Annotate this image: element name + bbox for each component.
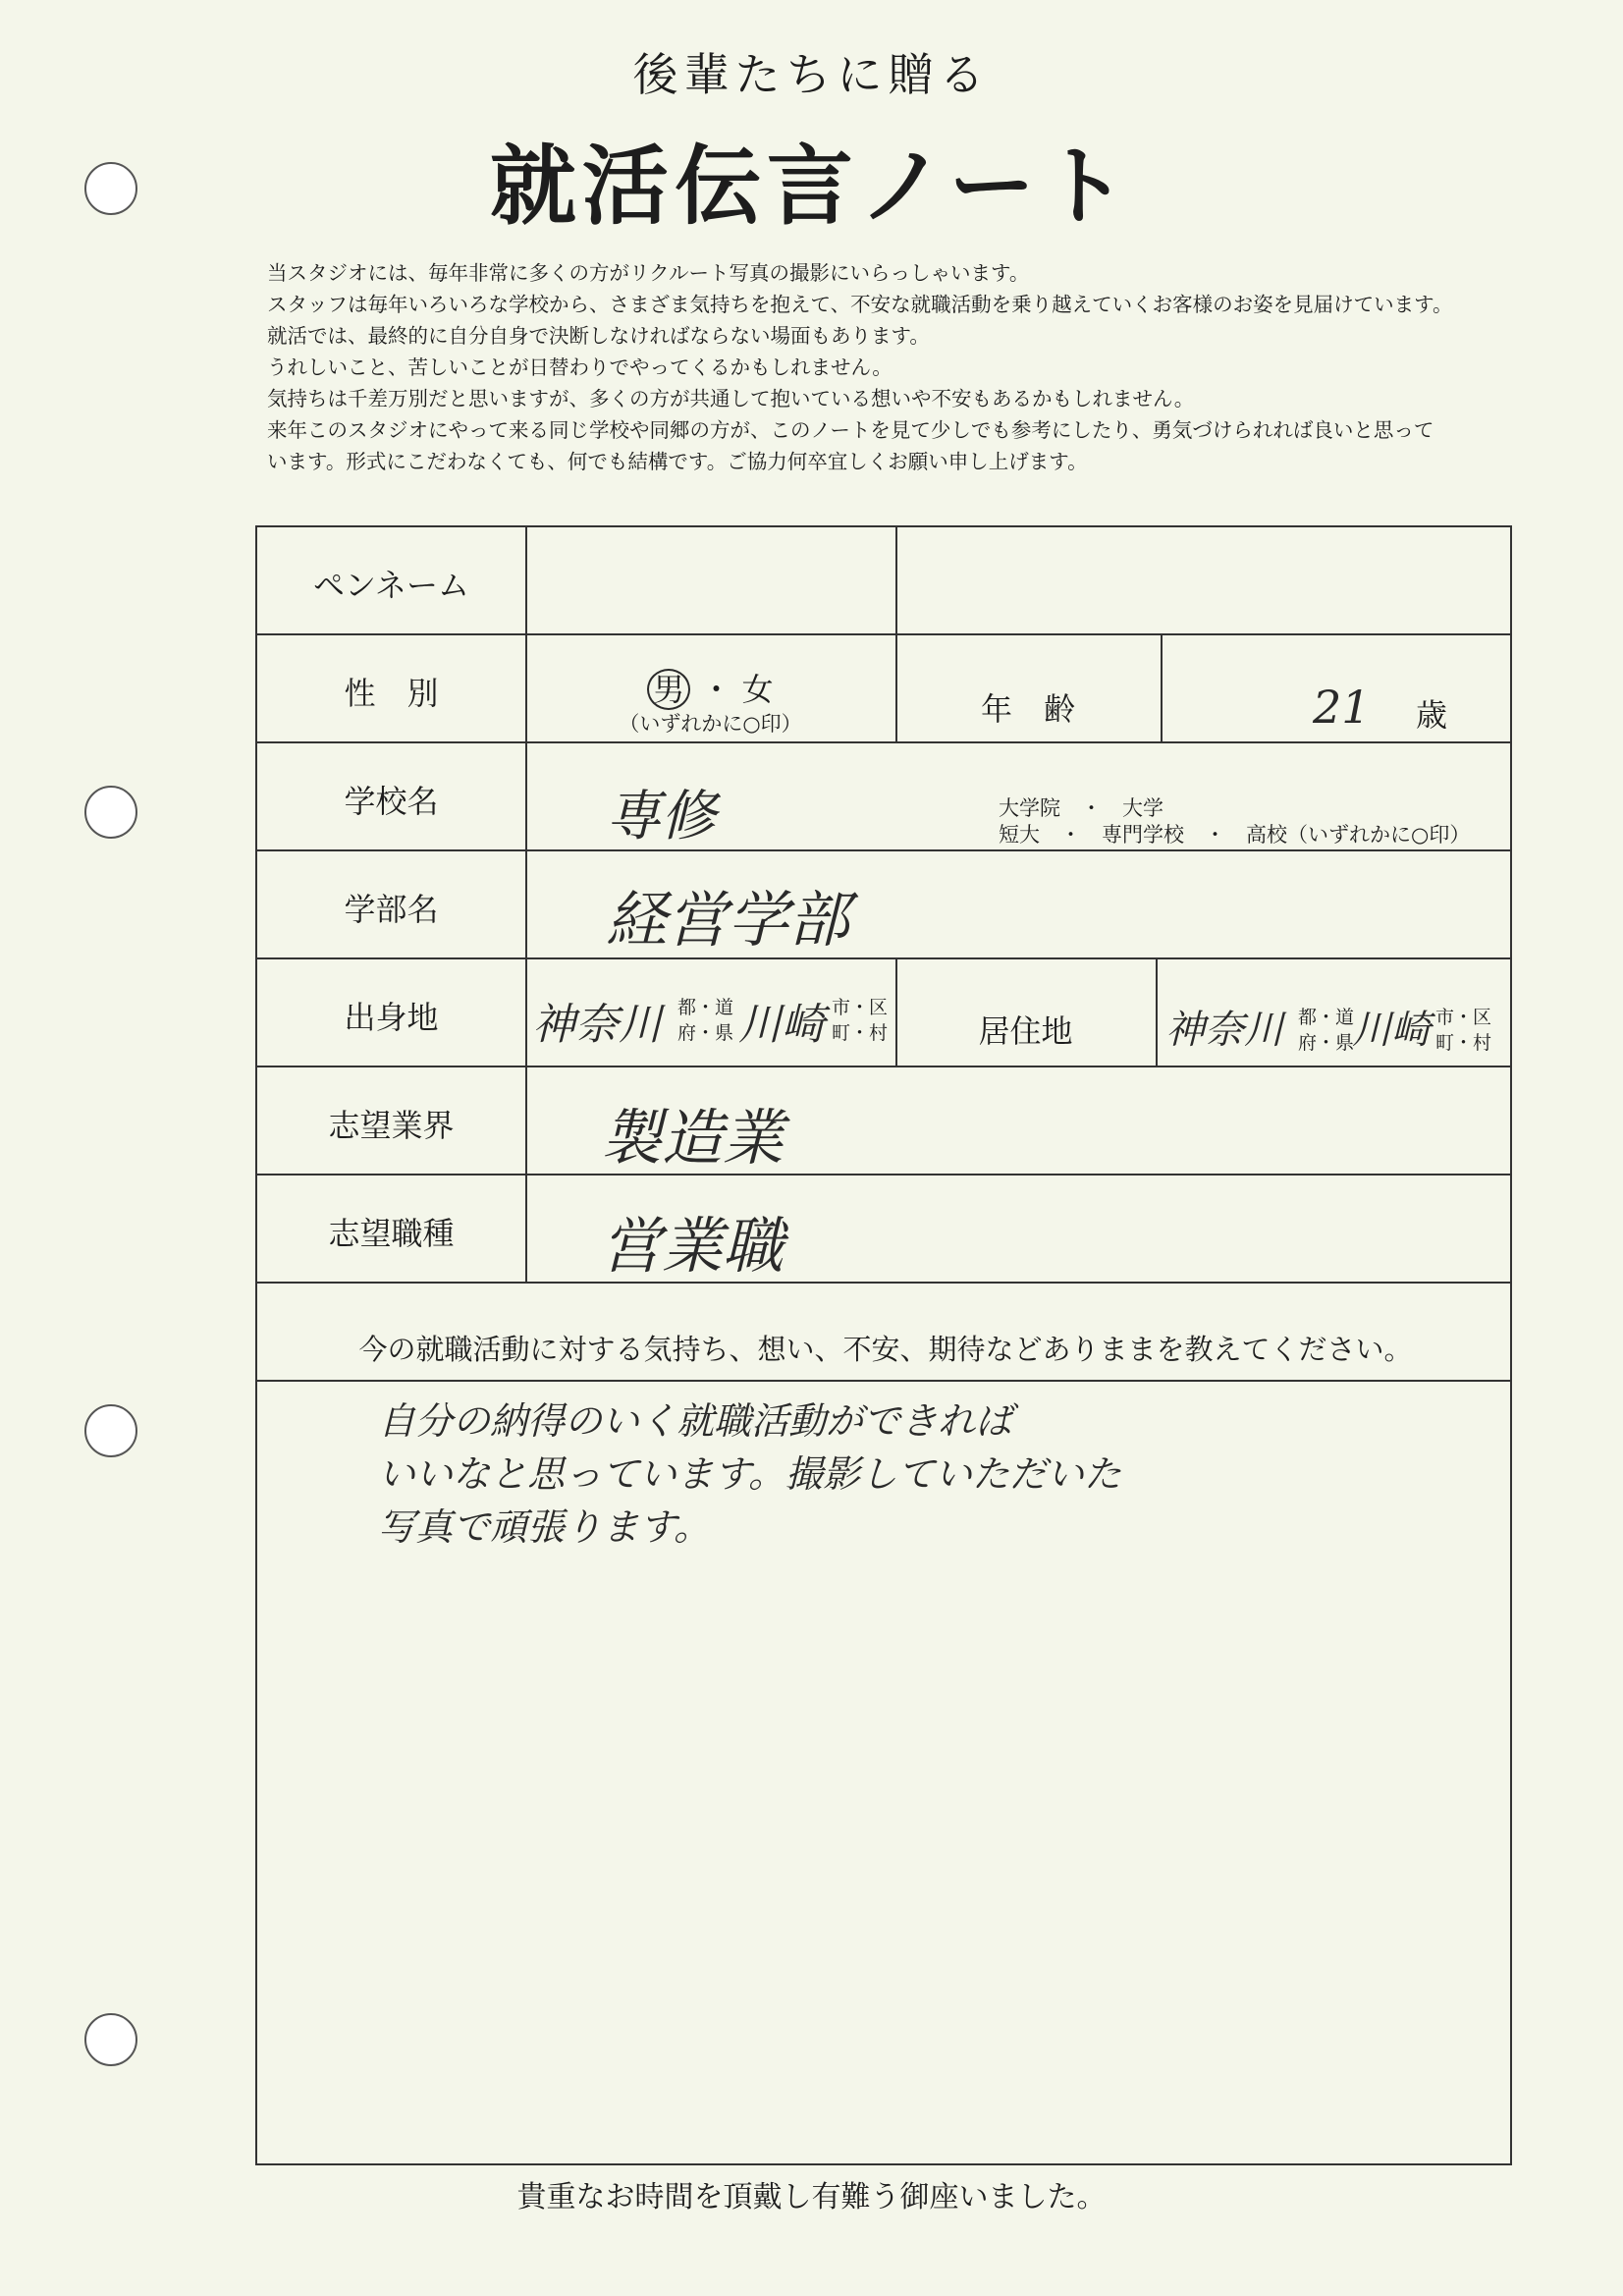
- residence-city-value[interactable]: 川崎: [1352, 1008, 1431, 1053]
- free-comment-prompt: 今の就職活動に対する気持ち、想い、不安、期待などありままを教えてください。: [358, 1333, 1413, 1366]
- intro-line: 気持ちは千差万別だと思いますが、多くの方が共通して抱いている想いや不安もあるかもしれません。: [267, 387, 1195, 410]
- hometown-city-type: 町・村: [832, 1022, 889, 1044]
- row-divider: [257, 1066, 1512, 1067]
- intro-line: うれしいこと、苦しいことが日替わりでやってくるかもしれません。: [267, 355, 893, 379]
- school-value[interactable]: 専修: [606, 785, 716, 848]
- free-comment-answer[interactable]: [378, 1394, 1121, 1554]
- residence-pref-type: 府・県: [1298, 1032, 1355, 1054]
- industry-label: 志望業界: [328, 1107, 455, 1144]
- residence-city-type: 町・村: [1435, 1032, 1492, 1054]
- answer-line: 写真で頑張ります。: [378, 1505, 711, 1549]
- page-subtitle: 後輩たちに贈る: [632, 48, 991, 101]
- row-divider: [257, 1380, 1512, 1382]
- answer-line: 自分の納得のいく就職活動ができれば: [378, 1399, 1013, 1443]
- column-divider: [525, 527, 527, 1282]
- binder-hole: [84, 2013, 137, 2066]
- row-divider: [257, 1282, 1512, 1284]
- intro-line: 就活では、最終的に自分自身で決断しなければならない場面もあります。: [267, 324, 930, 348]
- faculty-label: 学部名: [344, 891, 439, 928]
- intro-line: 来年このスタジオにやって来る同じ学校や同郷の方が、このノートを見て少しでも参考にしたり、勇気づけられれば良いと思って: [267, 418, 1434, 442]
- residence-city-type: 市・区: [1435, 1007, 1492, 1028]
- age-value[interactable]: 21: [1313, 681, 1371, 734]
- job-label: 志望職種: [328, 1215, 455, 1252]
- gender-label: 性 別: [344, 675, 439, 712]
- intro-line: 当スタジオには、毎年非常に多くの方がリクルート写真の撮影にいらっしゃいます。: [267, 261, 1030, 285]
- intro-text: [267, 257, 1602, 477]
- intro-line: います。形式にこだわなくても、何でも結構です。ご協力何卒宜しくお願い申し上げます。: [267, 450, 1088, 473]
- age-unit: 歳: [1416, 696, 1448, 734]
- pen-name-label: ペンネーム: [312, 567, 470, 604]
- age-label: 年 齢: [980, 690, 1075, 728]
- gender-hint: （いずれかに○印）: [619, 712, 802, 736]
- gender-female-option[interactable]: 女: [741, 671, 774, 708]
- row-divider: [257, 633, 1512, 635]
- hometown-city-value[interactable]: 川崎: [738, 1000, 825, 1050]
- hometown-label: 出身地: [344, 999, 439, 1036]
- column-divider: [1156, 957, 1158, 1066]
- binder-hole: [84, 786, 137, 839]
- residence-label: 居住地: [978, 1012, 1073, 1050]
- residence-pref-value[interactable]: 神奈川: [1165, 1008, 1283, 1053]
- hometown-pref-type: 都・道: [677, 997, 734, 1018]
- row-divider: [257, 957, 1512, 959]
- row-divider: [257, 741, 1512, 743]
- binder-hole: [84, 1404, 137, 1457]
- row-divider: [257, 849, 1512, 851]
- faculty-value[interactable]: 経営学部: [606, 884, 850, 956]
- hometown-pref-value[interactable]: 神奈川: [532, 1000, 662, 1050]
- hometown-pref-type: 府・県: [677, 1022, 734, 1044]
- gender-male-option[interactable]: 男: [647, 669, 690, 710]
- answer-line: いいなと思っています。撮影していただいた: [378, 1452, 1121, 1496]
- industry-value[interactable]: 製造業: [601, 1102, 784, 1174]
- gender-options[interactable]: [525, 665, 895, 710]
- job-value[interactable]: 営業職: [601, 1210, 784, 1282]
- school-options-line2[interactable]: 短大 ・ 専門学校 ・ 高校（いずれかに○印）: [999, 823, 1471, 847]
- footer-thanks: 貴重なお時間を頂戴し有難う御座いました。: [516, 2180, 1107, 2214]
- gender-separator: ・: [700, 671, 732, 708]
- residence-pref-type: 都・道: [1298, 1007, 1355, 1028]
- row-divider: [257, 1174, 1512, 1175]
- school-label: 学校名: [344, 783, 439, 820]
- page-title: 就活伝言ノート: [489, 136, 1134, 237]
- intro-line: スタッフは毎年いろいろな学校から、さまざま気持ちを抱えて、不安な就職活動を乗り越えていくお客様のお姿を見届けています。: [267, 293, 1453, 316]
- school-options-line1[interactable]: 大学院 ・ 大学: [999, 796, 1163, 820]
- column-divider: [1161, 633, 1163, 741]
- survey-form: [255, 525, 1512, 2165]
- hometown-city-type: 市・区: [832, 997, 889, 1018]
